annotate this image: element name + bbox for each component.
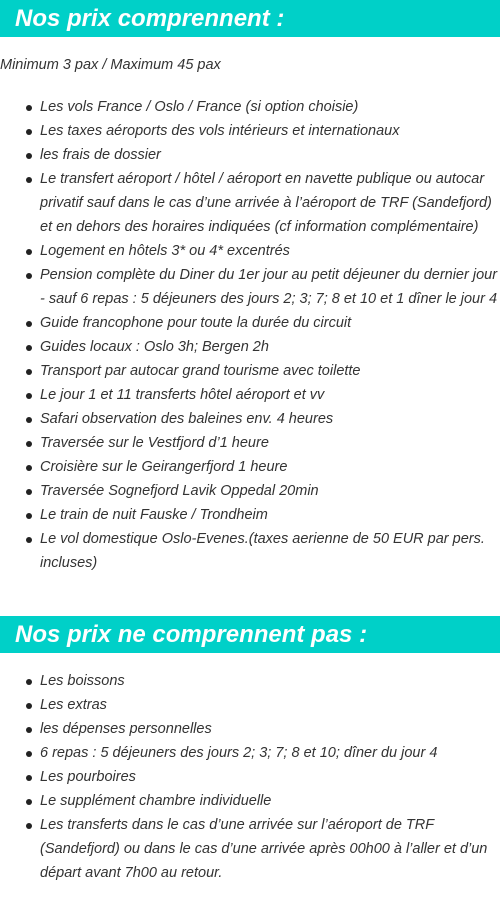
included-heading: Nos prix comprennent :	[0, 0, 500, 37]
list-item: les frais de dossier	[0, 143, 500, 167]
list-item: Guide francophone pour toute la durée du circuit	[0, 311, 500, 335]
list-item: Traversée Sognefjord Lavik Oppedal 20min	[0, 479, 500, 503]
list-item: Les boissons	[0, 669, 500, 693]
list-item: Les taxes aéroports des vols intérieurs et internationaux	[0, 119, 500, 143]
excluded-heading: Nos prix ne comprennent pas :	[0, 616, 500, 653]
list-item: Les transferts dans le cas d’une arrivée sur l’aéroport de TRF (Sandefjord) ou dans le cas d’une arrivée après 00h00 à l’aller et d’un départ avant 7h00 au retour.	[0, 813, 500, 885]
list-item: Le transfert aéroport / hôtel / aéroport en navette publique ou autocar privatif sauf dans le cas d’une arrivée à l’aéroport de TRF (Sandefjord) et en dehors des horaires indiquées (cf information complémentaire)	[0, 167, 500, 239]
list-item: Le supplément chambre individuelle	[0, 789, 500, 813]
list-item: Traversée sur le Vestfjord d’1 heure	[0, 431, 500, 455]
list-item: Croisière sur le Geirangerfjord 1 heure	[0, 455, 500, 479]
list-item: Le train de nuit Fauske / Trondheim	[0, 503, 500, 527]
excluded-list	[0, 669, 500, 885]
list-item: 6 repas : 5 déjeuners des jours 2; 3; 7; 8 et 10; dîner du jour 4	[0, 741, 500, 765]
list-item: Pension complète du Diner du 1er jour au petit déjeuner du dernier jour - sauf 6 repas : 5 déjeuners des jours 2; 3; 7; 8 et 10 et 1 dîner le jour 4	[0, 263, 500, 311]
list-item: Safari observation des baleines env. 4 heures	[0, 407, 500, 431]
section-gap	[0, 575, 500, 616]
list-item: les dépenses personnelles	[0, 717, 500, 741]
group-size-note: Minimum 3 pax / Maximum 45 pax	[0, 57, 221, 73]
list-item: Logement en hôtels 3* ou 4* excentrés	[0, 239, 500, 263]
list-item: Le vol domestique Oslo-Evenes.(taxes aerienne de 50 EUR par pers. incluses)	[0, 527, 500, 575]
list-item: Guides locaux : Oslo 3h; Bergen 2h	[0, 335, 500, 359]
included-list	[0, 95, 500, 575]
excluded-section	[0, 616, 500, 885]
list-item: Transport par autocar grand tourisme avec toilette	[0, 359, 500, 383]
list-item: Les vols France / Oslo / France (si option choisie)	[0, 95, 500, 119]
list-item: Les extras	[0, 693, 500, 717]
list-item: Les pourboires	[0, 765, 500, 789]
list-item: Le jour 1 et 11 transferts hôtel aéroport et vv	[0, 383, 500, 407]
